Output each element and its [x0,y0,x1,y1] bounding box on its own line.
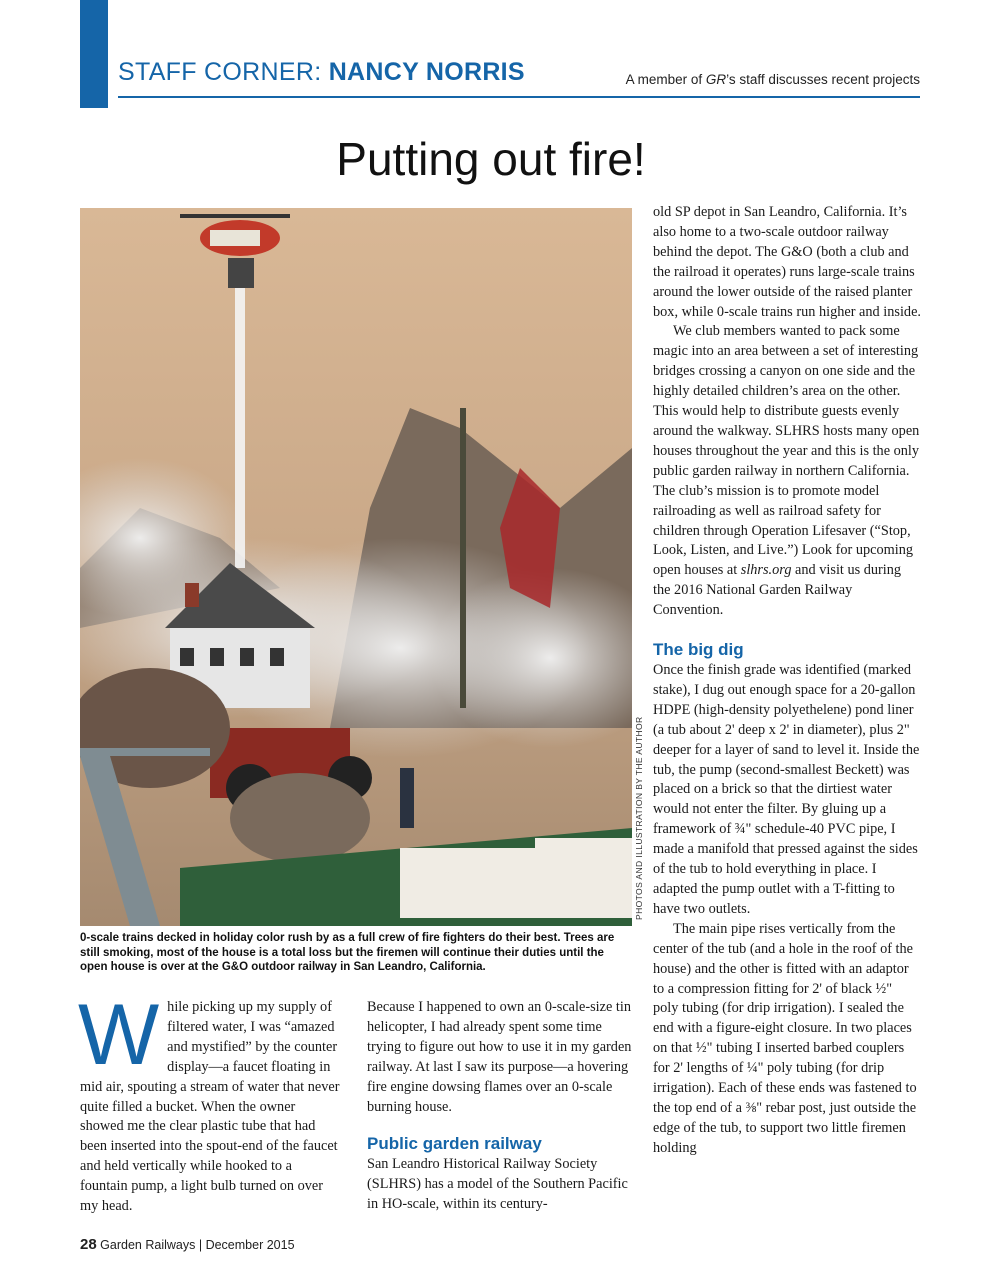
subhead-public-garden-railway: Public garden railway [367,1134,542,1154]
staff-name: NANCY NORRIS [328,58,525,86]
photo-credit: PHOTOS AND ILLUSTRATION BY THE AUTHOR [634,716,644,920]
column-2 [367,998,632,1215]
column-3 [653,203,921,1159]
subtitle-prefix: A member of [625,72,706,87]
section-header [118,56,920,98]
section-title [118,58,525,87]
paragraph-text: and visit us during the 2016 National Garden Railway Convention. [653,562,902,619]
paragraph: The main pipe rises vertically from the center of the tub (and a hole in the roof of the house) and the other is fitted with an adaptor to a compression fitting for 2' of black ½" poly tubing (for drip irrigation). I sealed the end with a figure-eight closure. In two places on that ½" tubing I inserted barbed couplers for 2' lengths of ¼" poly tubing (for drip irrigation). Each of these ends was fastened to the top end of a ⅜" rebar post, just outside the edge of the tub, to support two little firemen holding [653,920,917,1156]
footer-separator: | [198,1238,203,1252]
drop-cap: W [78,987,160,1083]
page-number: 28 [80,1236,97,1253]
paragraph: old SP depot in San Leandro, California. It’s also home to a two-scale outdoor railway behind the depot. The G&O (both a club and the railroad it operates) runs large-scale trains around the lower outside of the raised planter box, while 0-scale trains run higher and inside. [653,204,921,320]
subhead-the-big-dig: The big dig [653,640,744,660]
subtitle-em: GR [705,72,727,87]
main-photo [80,208,632,926]
magazine-name: Garden Railways [100,1238,196,1252]
paragraph: Once the finish grade was identified (marked stake), I dug out enough space for a 20-gallon HDPE (high-density polyethelene) pond liner (a tub about 2' deep x 2' in diameter), plus 2" deeper for a layer of sand to level it. Inside the tub, the pump (second-smallest Beckett) was placed on a brick so that the dirtiest water would not enter the filter. By gluing up a framework of ¾" schedule-40 PVC pipe, I made a manifold that pressed against the sides of the tub to hold everything in place. I adapted the pump outlet with a T-fitting to have two outlets. [653,662,920,917]
paragraph-text: We club members wanted to pack some magic into an area between a set of interesting bridges crossing a canyon on one side and the highly detailed children’s area on the other. This would help to distribute guests evenly around the walkway. SLHRS hosts many open houses throughout the year and this is the only public garden railway in northern California. The club’s mission is to promote model railroading as well as railroad safety for children through Operation Lifesaver (“Stop, Look, Listen, and Live.”) Look for upcoming open houses at [653,323,920,579]
page-footer [80,1236,295,1253]
header-accent-bar [80,0,108,108]
intro-text: hile picking up my supply of filtered water, I was “amazed and mystified” by the counter display—a faucet floating in mid air, spouting a stream of water that never quite filled a bucket. When the owner showed me the clear plastic tube that had been inserted into the spout-end of the faucet and held vertically while hooked to a fountain pump, a light bulb turned on over my head. [80,999,340,1215]
intro-paragraph [78,987,342,1217]
paragraph: Because I happened to own an 0-scale-size tin helicopter, I had already spent some time trying to figure out how to use it in my garden railway. At last I saw its purpose—a hovering fire engine dowsing flames over an 0-scale burning house. [367,999,632,1115]
slhrs-link[interactable]: slhrs.org [740,562,792,579]
issue-date: December 2015 [205,1238,295,1252]
subtitle-suffix: ’s staff discusses recent projects [726,72,920,87]
article-headline: Putting out fire! [336,133,646,185]
column-1 [78,987,342,1217]
photo-caption: 0-scale trains decked in holiday color rush by as a full crew of fire fighters do their best. Trees are still smoking, most of the house is a total loss but the firemen will continue their duties until the open house is over at the G&O outdoor railway in San Leandro, California. [80,932,615,974]
paragraph: San Leandro Historical Railway Society (SLHRS) has a model of the Southern Pacific in HO-scale, within its century- [367,1156,628,1213]
section-label: STAFF CORNER: [118,58,322,86]
section-subtitle [626,72,920,87]
paragraph [653,322,921,621]
